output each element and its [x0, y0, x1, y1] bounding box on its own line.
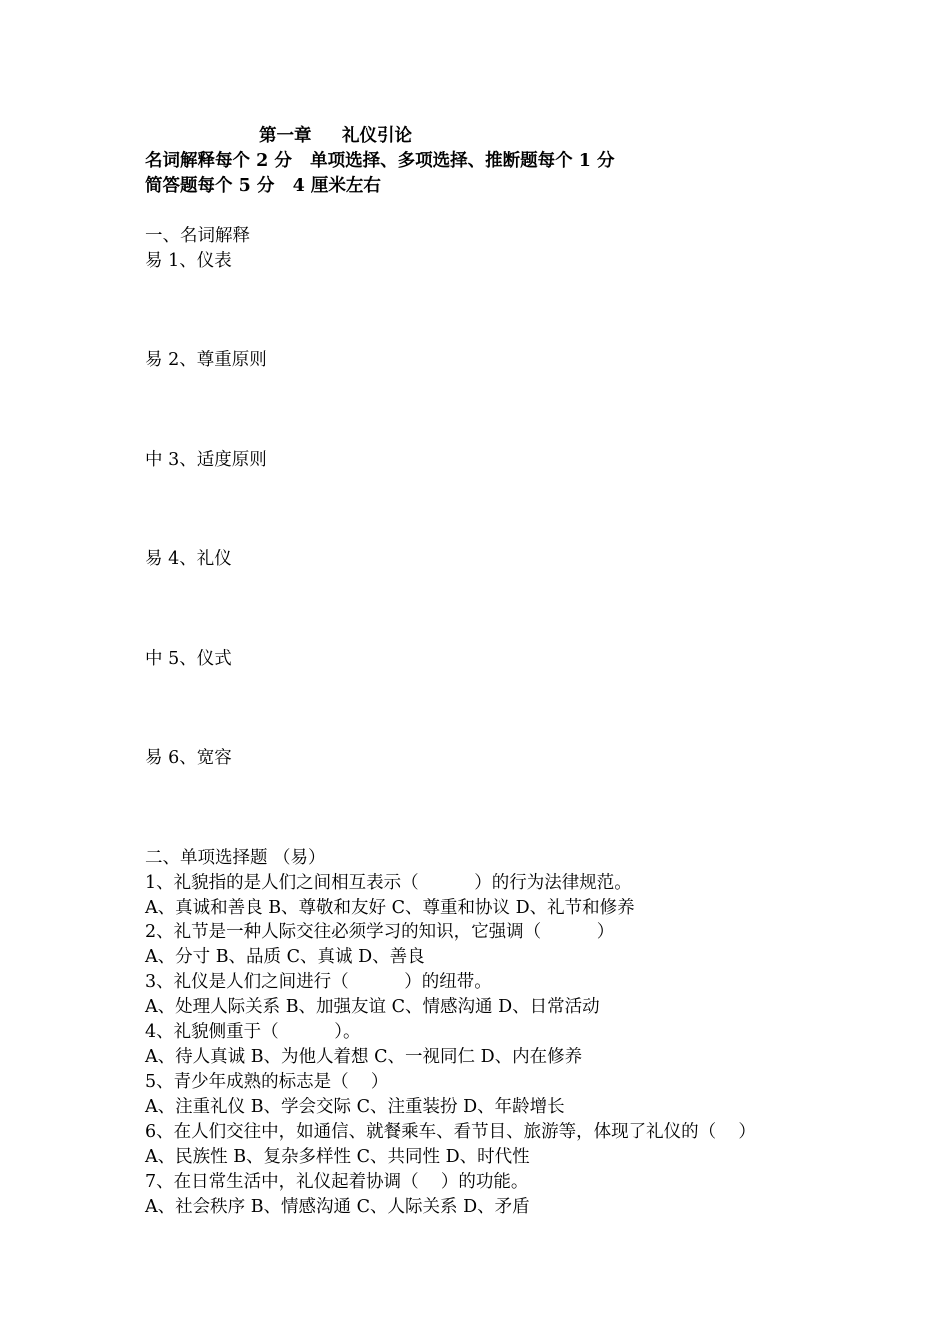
question-options: A、分寸 B、品质 C、真诚 D、善良 — [145, 947, 425, 967]
question-text: 1、礼貌指的是人们之间相互表示（ ）的行为法律规范。 — [145, 873, 632, 893]
question-text: 4、礼貌侧重于（ ）。 — [145, 1022, 361, 1042]
question-text: 5、青少年成熟的标志是（ ） — [145, 1072, 389, 1092]
term-item: 易 4、礼仪 — [145, 549, 232, 569]
question-text: 3、礼仪是人们之间进行（ ）的纽带。 — [145, 972, 492, 992]
term-item: 中 3、适度原则 — [145, 450, 267, 470]
term-item: 易 6、宽容 — [145, 748, 232, 768]
question-text: 2、礼节是一种人际交往必须学习的知识，它强调（ ） — [145, 922, 615, 942]
section-heading-terms: 一、名词解释 — [145, 226, 250, 246]
question-options: A、真诚和善良 B、尊敬和友好 C、尊重和协议 D、礼节和修养 — [145, 898, 635, 918]
chapter-title: 第一章 礼仪引论 — [259, 126, 412, 146]
question-text: 7、在日常生活中，礼仪起着协调（ ）的功能。 — [145, 1172, 529, 1192]
question-options: A、待人真诚 B、为他人着想 C、一视同仁 D、内在修养 — [145, 1047, 583, 1067]
term-item: 中 5、仪式 — [145, 649, 232, 669]
question-options: A、注重礼仪 B、学会交际 C、注重装扮 D、年龄增长 — [145, 1097, 565, 1117]
term-item: 易 2、尊重原则 — [145, 350, 267, 370]
scoring-note-1: 名词解释每个 2 分 单项选择、多项选择、推断题每个 1 分 — [145, 151, 615, 171]
scoring-note-2: 简答题每个 5 分 4 厘米左右 — [145, 176, 381, 196]
term-item: 易 1、仪表 — [145, 251, 232, 271]
question-options: A、民族性 B、复杂多样性 C、共同性 D、时代性 — [145, 1147, 530, 1167]
question-options: A、处理人际关系 B、加强友谊 C、情感沟通 D、日常活动 — [145, 997, 600, 1017]
question-options: A、社会秩序 B、情感沟通 C、人际关系 D、矛盾 — [145, 1197, 530, 1217]
question-text: 6、在人们交往中，如通信、就餐乘车、看节目、旅游等，体现了礼仪的（ ） — [145, 1122, 756, 1142]
section-heading-single-choice: 二、单项选择题 （易） — [145, 848, 326, 868]
